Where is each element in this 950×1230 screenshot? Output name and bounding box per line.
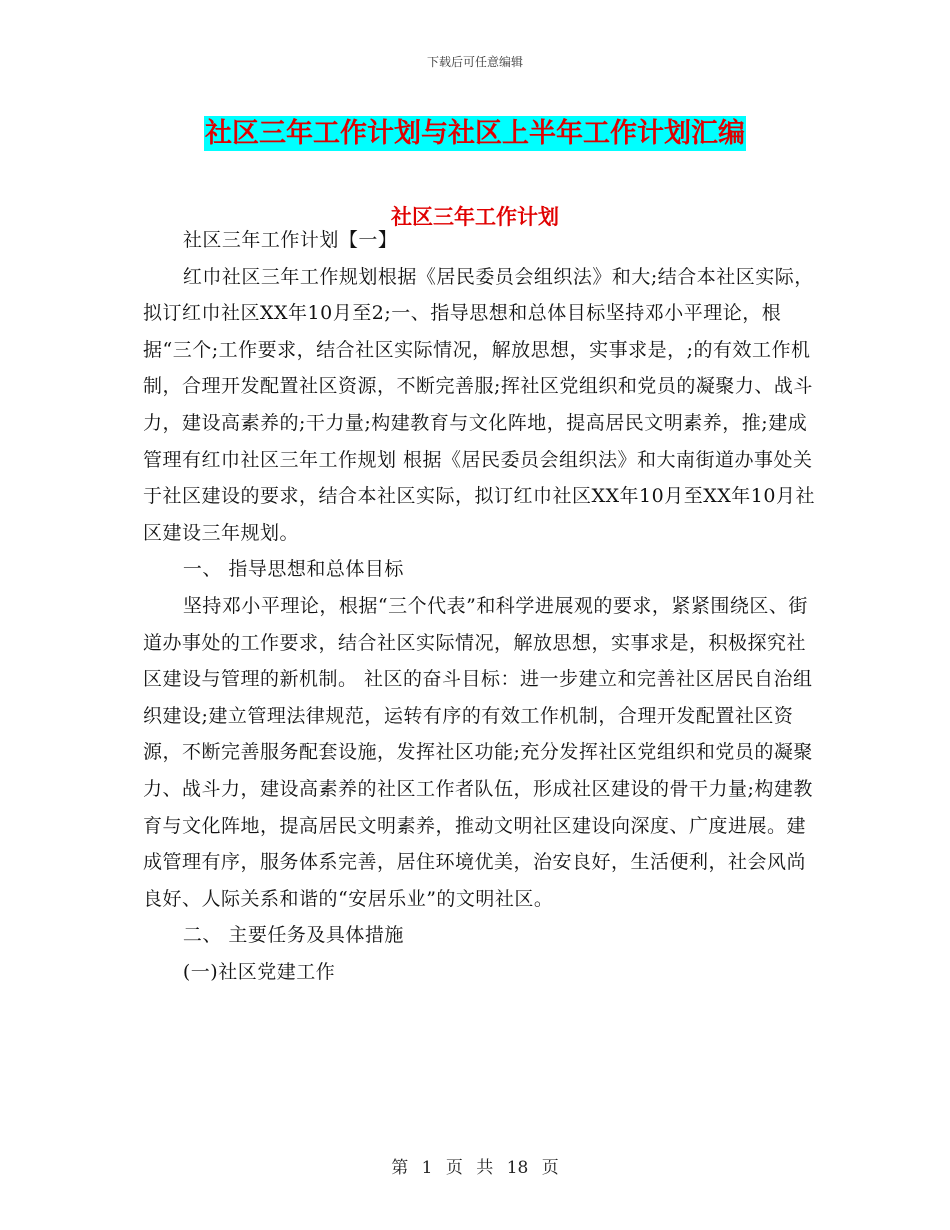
paragraph: 坚持邓小平理论，根据“三个代表”和科学进展观的要求，紧紧围绕区、街道办事处的工作要求，结合社区实际情况，解放思想，实事求是，积极探究社区建设与管理的新机制。 社区的奋斗目标：进一步建立和完善社区居民自治组织建设;建立管理法律规范，运转有序的有效工作机制，合理开发配置社区资源，不断完善服务配套设施，发挥社区功能;充分发挥社区党组织和党员的凝聚力、战斗力，建设高素养的社区工作者队伍，形成社区建设的骨干力量;构建教育与文化阵地，提高居民文明素养，推动文明社区建设向深度、广度进展。建成管理有序，服务体系完善，居住环境优美，治安良好，生活便利，社会风尚良好、人际关系和谐的“安居乐业”的文明社区。 (143, 594, 813, 910)
page-footer: 第 1 页 共 18 页 (391, 1158, 559, 1178)
paragraph: 二、 主要任务及具体措施 (182, 924, 404, 947)
document-title-text: 社区三年工作计划与社区上半年工作计划汇编 (205, 118, 745, 149)
section-title: 社区三年工作计划 (391, 205, 559, 229)
paragraph: 一、 指导思想和总体目标 (182, 558, 404, 581)
page-header-note: 下载后可任意编辑 (426, 55, 523, 69)
paragraph: 社区三年工作计划【一】 (182, 229, 398, 251)
paragraph: 红巾社区三年工作规划根据《居民委员会组织法》和大;结合本社区实际，拟订红巾社区XX年10月至2;一、指导思想和总体目标坚持邓小平理论，根据“三个;工作要求，结合社区实际情况，解放思想，实事求是，;的有效工作机制，合理开发配置社区资源，不断完善服;挥社区党组织和党员的凝聚力、战斗力，建设高素养的;干力量;构建教育与文化阵地，提高居民文明素养，推;建成管理有红巾社区三年工作规划 根据《居民委员会组织法》和大南街道办事处关于社区建设的要求，结合本社区实际，拟订红巾社区XX年10月至XX年10月社区建设三年规划。 (143, 265, 815, 544)
document-body (143, 222, 823, 990)
document-title (0, 111, 950, 150)
paragraph: (一)社区党建工作 (182, 960, 336, 983)
